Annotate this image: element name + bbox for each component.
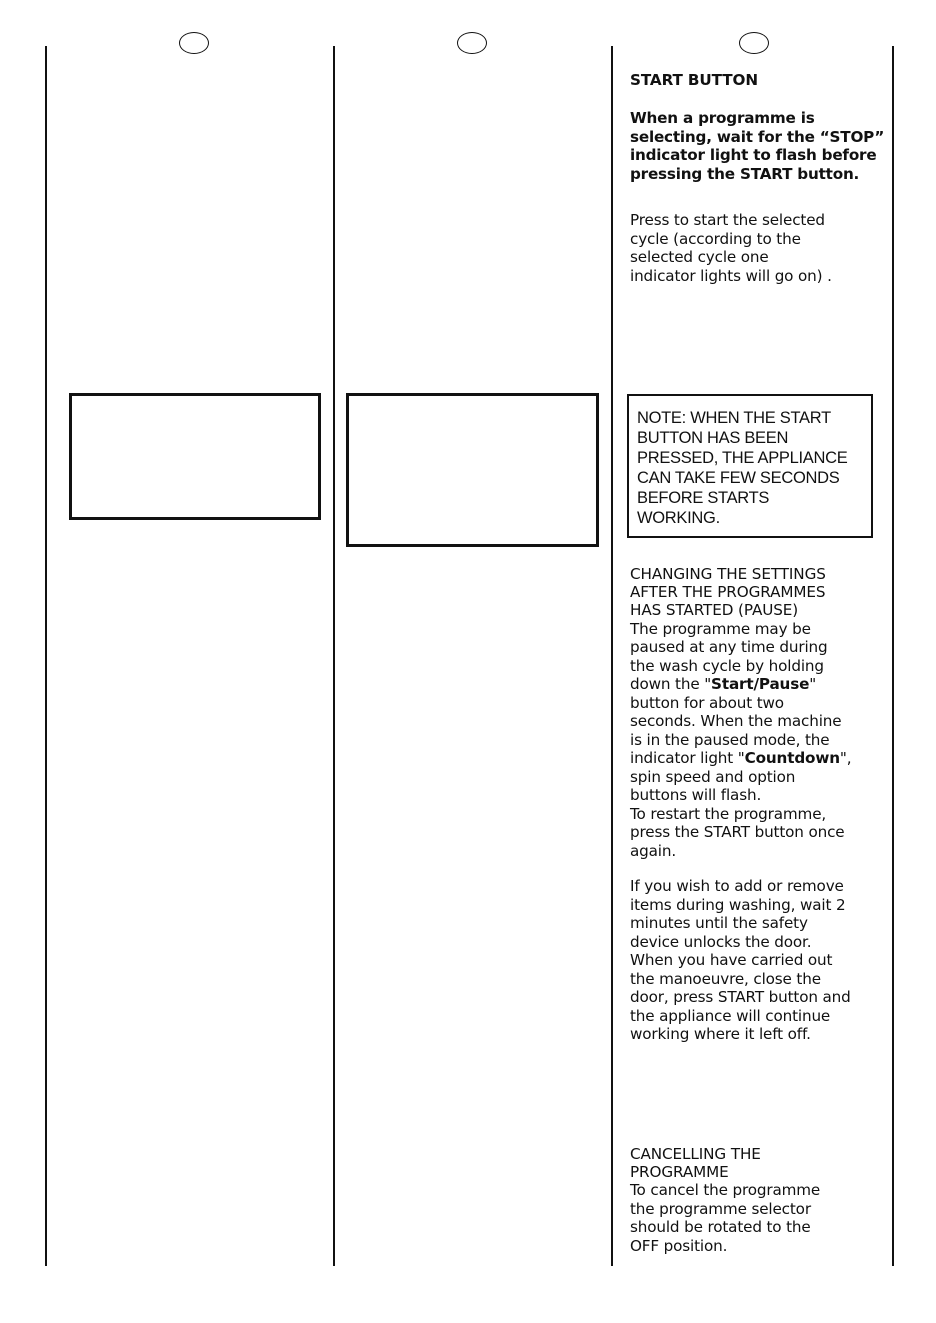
note-box <box>627 394 873 538</box>
warning-line: pressing the START button. <box>630 164 860 183</box>
description-line: Press to start the selected <box>630 211 825 229</box>
cancel-line: should be rotated to the <box>630 1218 811 1237</box>
pause-title-line: AFTER THE PROGRAMMES <box>630 583 826 602</box>
add-remove-line: items during washing, wait 2 <box>630 895 846 914</box>
column-rule-middle-right <box>611 46 613 1266</box>
pause-line: button for about two <box>630 693 784 712</box>
note-line: CAN TAKE FEW SECONDS <box>637 469 840 487</box>
pause-line: buttons will flash. <box>630 786 762 805</box>
language-badge-col2 <box>457 32 487 54</box>
note-line: PRESSED, THE APPLIANCE <box>637 449 848 467</box>
pause-line: paused at any time during <box>630 638 828 657</box>
language-badge-col3 <box>739 32 769 54</box>
note-box-col2 <box>346 393 599 547</box>
add-remove-line: door, press START button and <box>630 988 851 1006</box>
cancel-line: To cancel the programme <box>630 1181 821 1200</box>
cancel-line: OFF position. <box>630 1236 728 1255</box>
add-remove-line: If you wish to add or remove <box>630 877 844 895</box>
pause-line: To restart the programme, <box>630 804 827 823</box>
start-button-title: START BUTTON <box>630 71 758 89</box>
pause-line: is in the paused mode, the <box>630 730 830 749</box>
cancel-line: the programme selector <box>630 1199 811 1218</box>
pause-line: down the "Start/Pause" <box>630 675 817 694</box>
column-rule-left <box>45 46 47 1266</box>
start-button-section <box>630 71 892 89</box>
add-remove-line: When you have carried out <box>630 951 833 969</box>
column-rule-right <box>892 46 894 1266</box>
pause-line: seconds. When the machine <box>630 712 842 731</box>
pause-section <box>630 565 892 860</box>
warning-line: selecting, wait for the “STOP” <box>630 127 885 146</box>
language-badge-col1 <box>179 32 209 54</box>
start-button-warning <box>630 109 892 183</box>
pause-title-line: HAS STARTED (PAUSE) <box>630 601 799 620</box>
add-remove-line: working where it left off. <box>630 1025 811 1043</box>
note-line: BEFORE STARTS <box>637 489 770 507</box>
pause-line: The programme may be <box>630 619 811 638</box>
pause-line: press the START button once <box>630 823 845 842</box>
cancel-title-line: PROGRAMME <box>630 1163 729 1182</box>
add-remove-section <box>630 877 892 1044</box>
cancel-section <box>630 1145 892 1255</box>
countdown-term: Countdown <box>744 749 840 768</box>
note-line: NOTE: WHEN THE START <box>637 409 831 427</box>
description-line: indicator lights will go on) . <box>630 266 832 285</box>
warning-line: When a programme is <box>630 109 815 127</box>
start-pause-term: Start/Pause <box>711 675 810 694</box>
cancel-title-line: CANCELLING THE <box>630 1145 761 1163</box>
note-line: WORKING. <box>637 509 720 527</box>
description-line: cycle (according to the <box>630 229 801 248</box>
pause-title-line: CHANGING THE SETTINGS <box>630 565 826 583</box>
column-rule-middle-left <box>333 46 335 1266</box>
note-line: BUTTON HAS BEEN <box>637 429 789 447</box>
add-remove-line: device unlocks the door. <box>630 932 812 951</box>
add-remove-line: the appliance will continue <box>630 1006 831 1025</box>
warning-line: indicator light to flash before <box>630 146 877 164</box>
start-button-description <box>630 211 892 285</box>
pause-line: the wash cycle by holding <box>630 656 824 675</box>
pause-line: indicator light "Countdown", <box>630 749 852 768</box>
add-remove-line: minutes until the safety <box>630 914 808 932</box>
pause-line: again. <box>630 841 677 860</box>
description-line: selected cycle one <box>630 248 769 266</box>
add-remove-line: the manoeuvre, close the <box>630 969 821 988</box>
note-box-col1 <box>69 393 321 520</box>
pause-line: spin speed and option <box>630 767 796 786</box>
